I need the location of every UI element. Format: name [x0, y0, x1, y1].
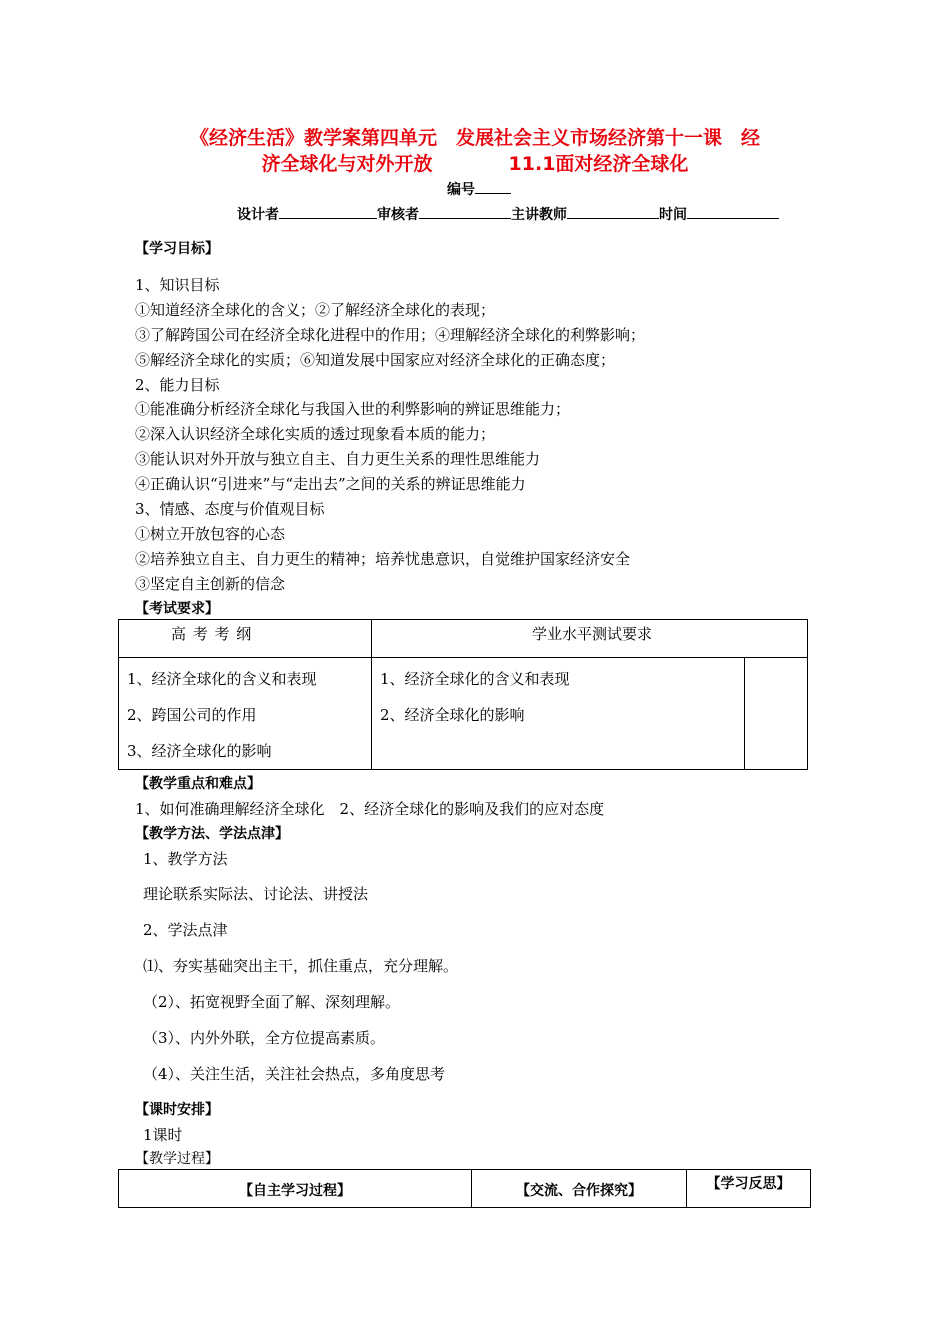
exam-gaokao-cell [119, 658, 372, 770]
process-col-cooperation: 【交流、合作探究】 [472, 1170, 687, 1208]
exam-table [118, 619, 808, 770]
number-field [447, 179, 511, 199]
designer-label: 设计者 [237, 207, 279, 223]
goal-line: ①知道经济全球化的含义；②了解经济全球化的表现； [135, 301, 496, 319]
goal-line: ②深入认识经济全球化实质的透过现象看本质的能力； [135, 425, 496, 443]
goal-line: 2、能力目标 [135, 376, 220, 394]
exam-header-gaokao: 高 考 考 纲 [119, 620, 372, 658]
goal-line: 3、情感、态度与价值观目标 [135, 500, 325, 518]
keypoints-heading: 【教学重点和难点】 [135, 776, 261, 792]
goals-heading: 【学习目标】 [135, 241, 219, 257]
teacher-label: 主讲教师 [511, 207, 567, 223]
goal-line: ③坚定自主创新的信念 [135, 575, 286, 593]
goal-line: ②培养独立自主、自力更生的精神；培养忧患意识，自觉维护国家经济安全 [135, 550, 631, 568]
exam-item: 3、经济全球化的影响 [127, 742, 272, 760]
document-title-line1: 《经济生活》教学案第四单元 发展社会主义市场经济第十一课 经 [189, 127, 760, 149]
exam-heading: 【考试要求】 [135, 601, 219, 617]
goal-line: ④正确认识“引进来”与“走出去”之间的关系的辨证思维能力 [135, 475, 526, 493]
reviewer-blank[interactable] [419, 204, 511, 219]
goal-line: ③能认识对外开放与独立自主、自力更生关系的理性思维能力 [135, 450, 541, 468]
method-line: （3）、内外外联，全方位提高素质。 [143, 1029, 386, 1047]
staff-fields [237, 204, 779, 224]
reviewer-label: 审核者 [377, 207, 419, 223]
number-blank[interactable] [475, 179, 511, 194]
schedule-heading: 【课时安排】 [135, 1102, 219, 1118]
designer-blank[interactable] [279, 204, 377, 219]
method-line: （4）、关注生活，关注社会热点，多角度思考 [143, 1065, 446, 1083]
goal-line: ⑤解经济全球化的实质；⑥知道发展中国家应对经济全球化的正确态度； [135, 351, 616, 369]
exam-item: 2、经济全球化的影响 [380, 706, 525, 724]
goal-line: 1、知识目标 [135, 276, 220, 294]
goal-line: ③了解跨国公司在经济全球化进程中的作用；④理解经济全球化的利弊影响； [135, 326, 646, 344]
exam-item: 2、跨国公司的作用 [127, 706, 257, 724]
process-heading: 【教学过程】 [135, 1151, 219, 1167]
process-col-reflection: 【学习反思】 [687, 1170, 811, 1208]
method-line: 理论联系实际法、讨论法、讲授法 [143, 885, 369, 903]
exam-xueye-cell [372, 658, 745, 770]
goal-line: ①能准确分析经济全球化与我国入世的利弊影响的辨证思维能力； [135, 400, 571, 418]
schedule-text: 1课时 [143, 1126, 183, 1144]
exam-item: 1、经济全球化的含义和表现 [127, 670, 317, 688]
document-title-line2: 济全球化与对外开放 11.1面对经济全球化 [261, 153, 689, 175]
exam-header-xueye: 学业水平测试要求 [372, 620, 808, 658]
exam-empty-cell [745, 658, 808, 770]
process-table [118, 1169, 811, 1208]
number-label: 编号 [447, 182, 475, 198]
process-col-self-study: 【自主学习过程】 [119, 1170, 472, 1208]
keypoints-text: 1、如何准确理解经济全球化 2、经济全球化的影响及我们的应对态度 [135, 800, 605, 818]
method-line: ⑴、夯实基础突出主干，抓住重点，充分理解。 [143, 957, 459, 975]
exam-item: 1、经济全球化的含义和表现 [380, 670, 570, 688]
time-blank[interactable] [687, 204, 779, 219]
goal-line: ①树立开放包容的心态 [135, 525, 286, 543]
teacher-blank[interactable] [567, 204, 659, 219]
time-label: 时间 [659, 207, 687, 223]
methods-heading: 【教学方法、学法点津】 [135, 826, 289, 842]
method-line: 1、教学方法 [143, 850, 228, 868]
method-line: 2、学法点津 [143, 921, 228, 939]
method-line: （2）、拓宽视野全面了解、深刻理解。 [143, 993, 401, 1011]
